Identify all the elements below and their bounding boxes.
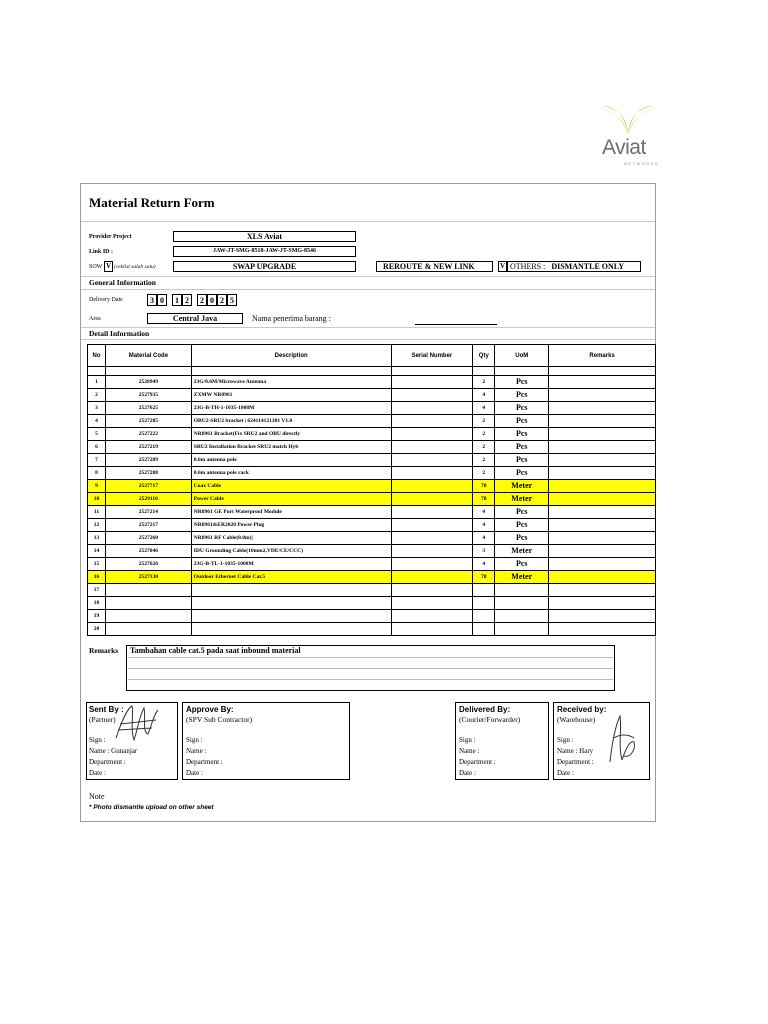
uom[interactable]: Meter (495, 493, 549, 506)
table-row (88, 441, 656, 454)
remarks-cell[interactable] (549, 389, 656, 402)
logo-subtitle: NETWORKS (624, 161, 660, 166)
year-digit[interactable]: 5 (227, 294, 237, 306)
year-digit[interactable]: 2 (197, 294, 207, 306)
description[interactable]: IDU Grounding Cable(10mm2,VDE/CE/CCC) (191, 545, 391, 558)
uom[interactable]: Pcs (495, 467, 549, 480)
remarks-cell[interactable] (549, 610, 656, 623)
uom[interactable]: Pcs (495, 389, 549, 402)
table-row (88, 610, 656, 623)
qty[interactable]: 4 (473, 532, 495, 545)
received-signature-scribble (604, 712, 640, 768)
approve-by-fields (186, 735, 223, 779)
spacer-row (88, 367, 656, 376)
material-code[interactable]: 2527289 (105, 454, 191, 467)
provider-project-label: Provider Project (89, 234, 132, 240)
qty[interactable]: 78 (473, 493, 495, 506)
serial-number[interactable] (391, 623, 473, 636)
qty[interactable]: 78 (473, 480, 495, 493)
received-date: Date : (557, 769, 574, 777)
table-row (88, 493, 656, 506)
approve-date: Date : (186, 769, 203, 777)
material-code[interactable]: 2527260 (105, 532, 191, 545)
serial-number[interactable] (391, 558, 473, 571)
uom[interactable] (495, 610, 549, 623)
sent-department: Department : (89, 758, 126, 766)
table-row (88, 519, 656, 532)
sow-hint: (ceklist salah satu) (114, 264, 156, 270)
row-no[interactable]: 15 (88, 558, 106, 571)
sent-by-subtitle: (Partner) (89, 715, 116, 724)
remarks-cell[interactable] (549, 428, 656, 441)
general-divider (81, 289, 655, 290)
approve-by-subtitle: (SPV Sub Contractor) (186, 715, 253, 724)
material-code[interactable]: 2527625 (105, 402, 191, 415)
remarks-cell[interactable] (549, 415, 656, 428)
description[interactable]: NR8961 RF Cable(0.8m)| (191, 532, 391, 545)
approve-name: Name : (186, 747, 207, 755)
sent-signature-scribble (112, 700, 160, 746)
day-digit[interactable]: 0 (157, 294, 167, 306)
note-text: * Photo dismantle upload on other sheet (89, 804, 214, 811)
qty[interactable]: 2 (473, 441, 495, 454)
table-row (88, 402, 656, 415)
col-header-qty: Qty (473, 345, 495, 367)
remarks-cell[interactable] (549, 402, 656, 415)
link-id-label: Link ID : (89, 249, 114, 255)
year-digit[interactable]: 2 (217, 294, 227, 306)
serial-number[interactable] (391, 428, 473, 441)
description[interactable] (191, 610, 391, 623)
qty[interactable] (473, 610, 495, 623)
col-header-code: Material Code (105, 345, 191, 367)
table-row (88, 571, 656, 584)
approve-sign: Sign : (186, 736, 203, 744)
link-id-field[interactable]: JAW-JT-SMG-8518-JAW-JT-SMG-8546 (173, 246, 356, 257)
year-digit[interactable]: 0 (207, 294, 217, 306)
uom[interactable]: Pcs (495, 376, 549, 389)
uom[interactable]: Meter (495, 571, 549, 584)
table-row (88, 454, 656, 467)
table-row (88, 415, 656, 428)
sent-by-title: Sent By : (89, 705, 124, 714)
qty[interactable]: 4 (473, 519, 495, 532)
delivered-name: Name : (459, 747, 480, 755)
table-row (88, 623, 656, 636)
description[interactable]: 23G/0.6M/Microwave Antenna (191, 376, 391, 389)
delivered-by-title: Delivered By: (459, 705, 511, 714)
serial-number[interactable] (391, 454, 473, 467)
serial-number[interactable] (391, 597, 473, 610)
row-no[interactable]: 5 (88, 428, 106, 441)
qty[interactable] (473, 623, 495, 636)
row-no[interactable]: 17 (88, 584, 106, 597)
serial-number[interactable] (391, 584, 473, 597)
table-row (88, 506, 656, 519)
row-no[interactable]: 20 (88, 623, 106, 636)
serial-number[interactable] (391, 545, 473, 558)
table-row (88, 428, 656, 441)
received-by-subtitle: (Warehouse) (557, 715, 596, 724)
header-divider (81, 276, 655, 277)
uom[interactable]: Pcs (495, 454, 549, 467)
row-no[interactable]: 8 (88, 467, 106, 480)
row-no[interactable]: 10 (88, 493, 106, 506)
received-name: Name : Hary (557, 747, 594, 755)
sent-date: Date : (89, 769, 106, 777)
material-code[interactable]: 2527046 (105, 545, 191, 558)
sow-checkbox[interactable]: V (105, 262, 112, 270)
uom[interactable] (495, 597, 549, 610)
remarks-cell[interactable] (549, 597, 656, 610)
qty[interactable]: 4 (473, 558, 495, 571)
receiver-label: Nama penerima barang : (252, 314, 331, 323)
material-code[interactable]: 2527130 (105, 571, 191, 584)
qty[interactable]: 78 (473, 571, 495, 584)
table-row (88, 558, 656, 571)
col-header-serial: Serial Number (391, 345, 473, 367)
qty[interactable] (473, 584, 495, 597)
remarks-cell[interactable] (549, 545, 656, 558)
table-row (88, 467, 656, 480)
month-digit[interactable]: 2 (182, 294, 192, 306)
delivered-department: Department : (459, 758, 496, 766)
row-no[interactable]: 6 (88, 441, 106, 454)
remarks-rule (128, 679, 613, 680)
note-label: Note (89, 792, 105, 801)
material-code[interactable] (105, 623, 191, 636)
table-row (88, 584, 656, 597)
uom[interactable]: Meter (495, 480, 549, 493)
row-no[interactable]: 19 (88, 610, 106, 623)
remarks-cell[interactable] (549, 623, 656, 636)
qty[interactable]: 3 (473, 545, 495, 558)
description[interactable]: Coax Cable (191, 480, 391, 493)
sow-swap-upgrade-field[interactable]: SWAP UPGRADE (173, 261, 356, 272)
col-header-remarks: Remarks (549, 345, 656, 367)
col-header-description: Description (191, 345, 391, 367)
uom[interactable]: Pcs (495, 519, 549, 532)
description[interactable]: 0.6m antenna pole (191, 454, 391, 467)
material-code[interactable]: 2527717 (105, 480, 191, 493)
serial-number[interactable] (391, 571, 473, 584)
row-no[interactable]: 18 (88, 597, 106, 610)
description[interactable]: OBU2-SRU2 bracket | 624114121301 V1.0 (191, 415, 391, 428)
material-code[interactable]: 2527288 (105, 467, 191, 480)
material-code[interactable]: 2527214 (105, 506, 191, 519)
material-code[interactable]: 2527222 (105, 428, 191, 441)
remarks-cell[interactable] (549, 376, 656, 389)
logo-wordmark: Aviat (602, 136, 646, 159)
title-divider (81, 221, 655, 222)
remarks-label: Remarks (89, 646, 119, 655)
table-row (88, 545, 656, 558)
row-no[interactable]: 2 (88, 389, 106, 402)
serial-number[interactable] (391, 610, 473, 623)
remarks-cell[interactable] (549, 441, 656, 454)
remarks-cell[interactable] (549, 558, 656, 571)
row-no[interactable]: 4 (88, 415, 106, 428)
area-label: Area (89, 316, 101, 322)
qty[interactable]: 4 (473, 389, 495, 402)
row-no[interactable]: 3 (88, 402, 106, 415)
approve-department: Department : (186, 758, 223, 766)
row-no[interactable]: 13 (88, 532, 106, 545)
description[interactable]: Outdoor Ethernet Cable Cat.5 (191, 571, 391, 584)
material-code[interactable]: 2527285 (105, 415, 191, 428)
material-code[interactable] (105, 610, 191, 623)
uom[interactable]: Pcs (495, 506, 549, 519)
detail-info-heading: Detail Information (89, 329, 150, 338)
approve-by-title: Approve By: (186, 705, 234, 714)
qty[interactable]: 4 (473, 506, 495, 519)
row-no[interactable]: 14 (88, 545, 106, 558)
remarks-cell[interactable] (549, 467, 656, 480)
qty[interactable]: 2 (473, 454, 495, 467)
material-code[interactable] (105, 597, 191, 610)
delivered-by-fields (459, 735, 496, 779)
remarks-text: Tambahan cable cat.5 pada saat inbound material (130, 646, 301, 655)
table-row (88, 480, 656, 493)
table-header-row (88, 345, 656, 367)
reroute-new-link-option[interactable]: REROUTE & NEW LINK (376, 261, 493, 272)
received-by-title: Received by: (557, 705, 607, 714)
row-no[interactable]: 7 (88, 454, 106, 467)
month-digit[interactable]: 1 (172, 294, 182, 306)
serial-number[interactable] (391, 519, 473, 532)
serial-number[interactable] (391, 402, 473, 415)
serial-number[interactable] (391, 441, 473, 454)
description[interactable] (191, 584, 391, 597)
detail-divider (81, 339, 655, 340)
remarks-cell[interactable] (549, 584, 656, 597)
table-row (88, 532, 656, 545)
uom[interactable] (495, 584, 549, 597)
description[interactable]: NR8961 GE Port Waterproof Module (191, 506, 391, 519)
qty[interactable]: 2 (473, 467, 495, 480)
remarks-cell[interactable] (549, 480, 656, 493)
form-title: Material Return Form (89, 195, 215, 210)
uom[interactable]: Pcs (495, 558, 549, 571)
material-code[interactable]: 2527935 (105, 389, 191, 402)
row-no[interactable]: 12 (88, 519, 106, 532)
received-by-fields (557, 735, 594, 779)
description[interactable]: NR8961 Bracket(Fix SRU2 and OBU directly (191, 428, 391, 441)
received-department: Department : (557, 758, 594, 766)
description[interactable]: 0.6m antenna pole rack (191, 467, 391, 480)
received-sign: Sign : (557, 736, 574, 744)
uom[interactable]: Pcs (495, 428, 549, 441)
qty[interactable]: 2 (473, 376, 495, 389)
others-checkbox[interactable]: V (499, 262, 506, 270)
delivered-sign: Sign : (459, 736, 476, 744)
aviat-logo-mark (598, 104, 658, 138)
col-header-no: No (88, 345, 106, 367)
delivered-by-subtitle: (Courier/Forwarder) (459, 715, 521, 724)
material-code[interactable]: 2527626 (105, 558, 191, 571)
serial-number[interactable] (391, 389, 473, 402)
row-no[interactable]: 1 (88, 376, 106, 389)
material-table (87, 344, 656, 636)
serial-number[interactable] (391, 376, 473, 389)
qty[interactable]: 2 (473, 428, 495, 441)
description[interactable] (191, 597, 391, 610)
remarks-rule (128, 657, 613, 658)
row-no[interactable]: 16 (88, 571, 106, 584)
uom[interactable]: Meter (495, 545, 549, 558)
qty[interactable]: 4 (473, 402, 495, 415)
sent-sign: Sign : (89, 736, 106, 744)
remarks-cell[interactable] (549, 571, 656, 584)
delivered-date: Date : (459, 769, 476, 777)
remarks-rule (128, 668, 613, 669)
area-divider (81, 327, 655, 328)
serial-number[interactable] (391, 480, 473, 493)
row-no[interactable]: 9 (88, 480, 106, 493)
row-no[interactable]: 11 (88, 506, 106, 519)
remarks-cell[interactable] (549, 532, 656, 545)
material-code[interactable]: 2527219 (105, 441, 191, 454)
serial-number[interactable] (391, 532, 473, 545)
uom[interactable]: Pcs (495, 415, 549, 428)
table-row (88, 389, 656, 402)
provider-project-field[interactable]: XLS Aviat (173, 231, 356, 242)
description[interactable]: ZXMW NR8961 (191, 389, 391, 402)
qty[interactable] (473, 597, 495, 610)
col-header-uom: UoM (495, 345, 549, 367)
material-code[interactable]: 2527217 (105, 519, 191, 532)
delivery-date-label: Delivery Date (89, 297, 123, 303)
description[interactable]: 23G-B-TH-1-1035-1008M (191, 402, 391, 415)
remarks-cell[interactable] (549, 493, 656, 506)
serial-number[interactable] (391, 506, 473, 519)
sent-name: Name : Gunanjar (89, 747, 138, 755)
material-code[interactable]: 2528949 (105, 376, 191, 389)
uom[interactable]: Pcs (495, 441, 549, 454)
material-code[interactable] (105, 584, 191, 597)
others-field[interactable] (507, 261, 641, 272)
uom[interactable]: Pcs (495, 532, 549, 545)
remarks-cell[interactable] (549, 519, 656, 532)
description[interactable]: NR8961&ER2020 Power Plug (191, 519, 391, 532)
table-row (88, 597, 656, 610)
description[interactable]: SRU2 Installation Bracket SRU2 match Hyb (191, 441, 391, 454)
remarks-cell[interactable] (549, 506, 656, 519)
area-field[interactable]: Central Java (147, 313, 243, 324)
table-row (88, 376, 656, 389)
sow-label: SOW (89, 264, 103, 270)
qty[interactable]: 2 (473, 415, 495, 428)
serial-number[interactable] (391, 467, 473, 480)
day-digit[interactable]: 3 (147, 294, 157, 306)
description[interactable] (191, 623, 391, 636)
remarks-cell[interactable] (549, 454, 656, 467)
serial-number[interactable] (391, 493, 473, 506)
uom[interactable]: Pcs (495, 402, 549, 415)
uom[interactable] (495, 623, 549, 636)
others-label: OTHERS : (510, 262, 546, 271)
description[interactable]: 23G-B-TL-1-1035-1008M (191, 558, 391, 571)
general-info-heading: General Information (89, 278, 156, 287)
description[interactable]: Power Cable (191, 493, 391, 506)
material-code[interactable]: 2529116 (105, 493, 191, 506)
serial-number[interactable] (391, 415, 473, 428)
receiver-field[interactable] (415, 324, 497, 325)
others-value: DISMANTLE ONLY (551, 262, 625, 271)
